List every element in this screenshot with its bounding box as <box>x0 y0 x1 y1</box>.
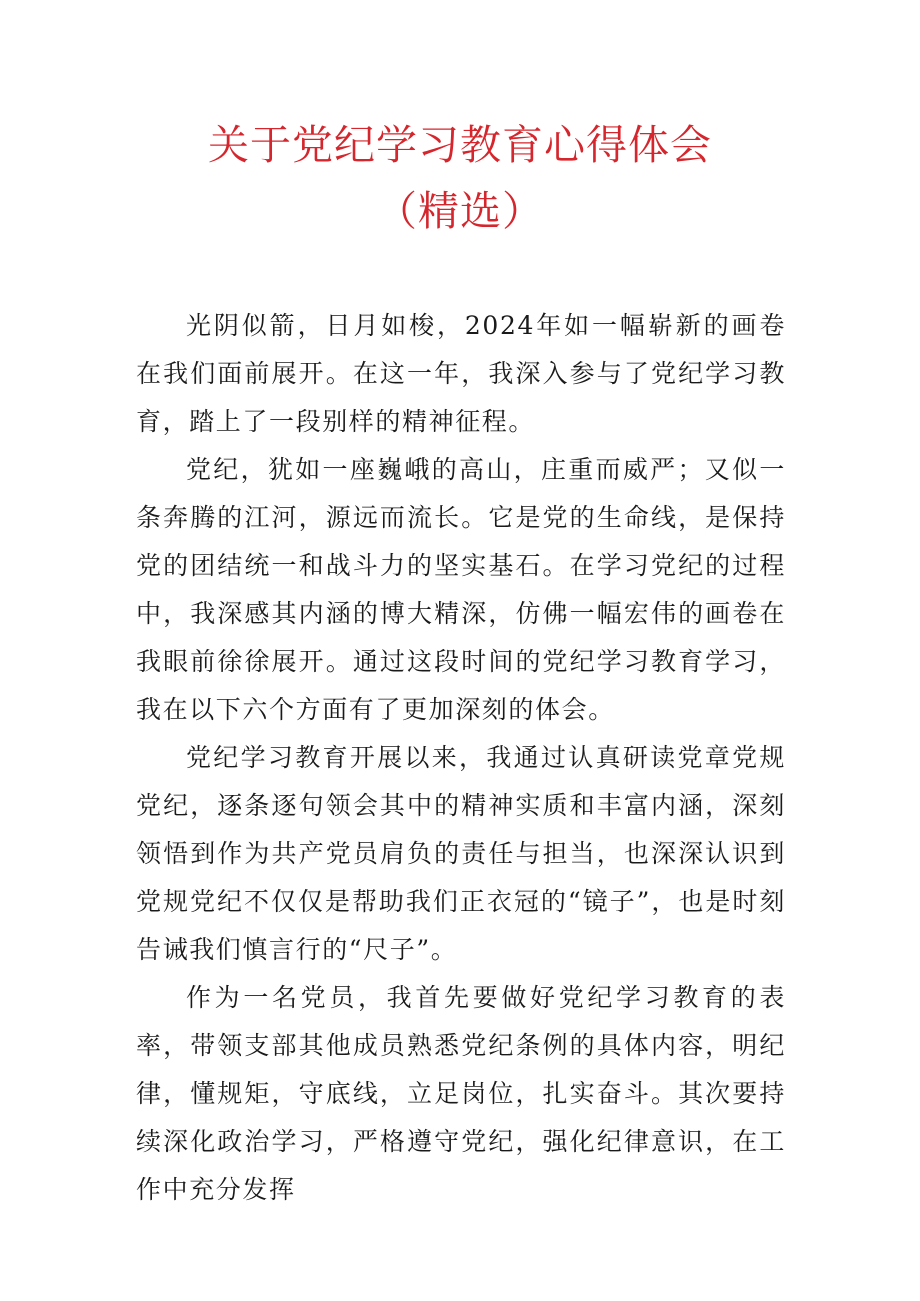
paragraph-4: 作为一名党员，我首先要做好党纪学习教育的表率，带领支部其他成员熟悉党纪条例的具体内容，明纪律，懂规矩，守底线，立足岗位，扎实奋斗。其次要持续深化政治学习，严格遵守党纪，强化纪律意识，在工作中充分发挥 <box>136 983 786 1204</box>
document-title <box>0 112 920 244</box>
paragraph-2: 党纪，犹如一座巍峨的高山，庄重而威严；又似一条奔腾的江河，源远而流长。它是党的生命线，是保持党的团结统一和战斗力的坚实基石。在学习党纪的过程中，我深感其内涵的博大精深，仿佛一幅宏伟的画卷在我眼前徐徐展开。通过这段时间的党纪学习教育学习，我在以下六个方面有了更加深刻的体会。 <box>136 455 786 724</box>
title-main: 关于党纪学习教育心得体会 <box>208 121 712 169</box>
document-body <box>136 302 786 1214</box>
paragraph-1: 光阴似箭，日月如梭，2024年如一幅崭新的画卷在我们面前展开。在这一年，我深入参与了党纪学习教育，踏上了一段别样的精神征程。 <box>136 311 786 436</box>
title-subtitle: （精选） <box>376 187 544 235</box>
paragraph-3: 党纪学习教育开展以来，我通过认真研读党章党规党纪，逐条逐句领会其中的精神实质和丰富内涵，深刻领悟到作为共产党员肩负的责任与担当，也深深认识到党规党纪不仅仅是帮助我们正衣冠的“镜子”，也是时刻告诫我们慎言行的“尺子”。 <box>136 743 786 964</box>
